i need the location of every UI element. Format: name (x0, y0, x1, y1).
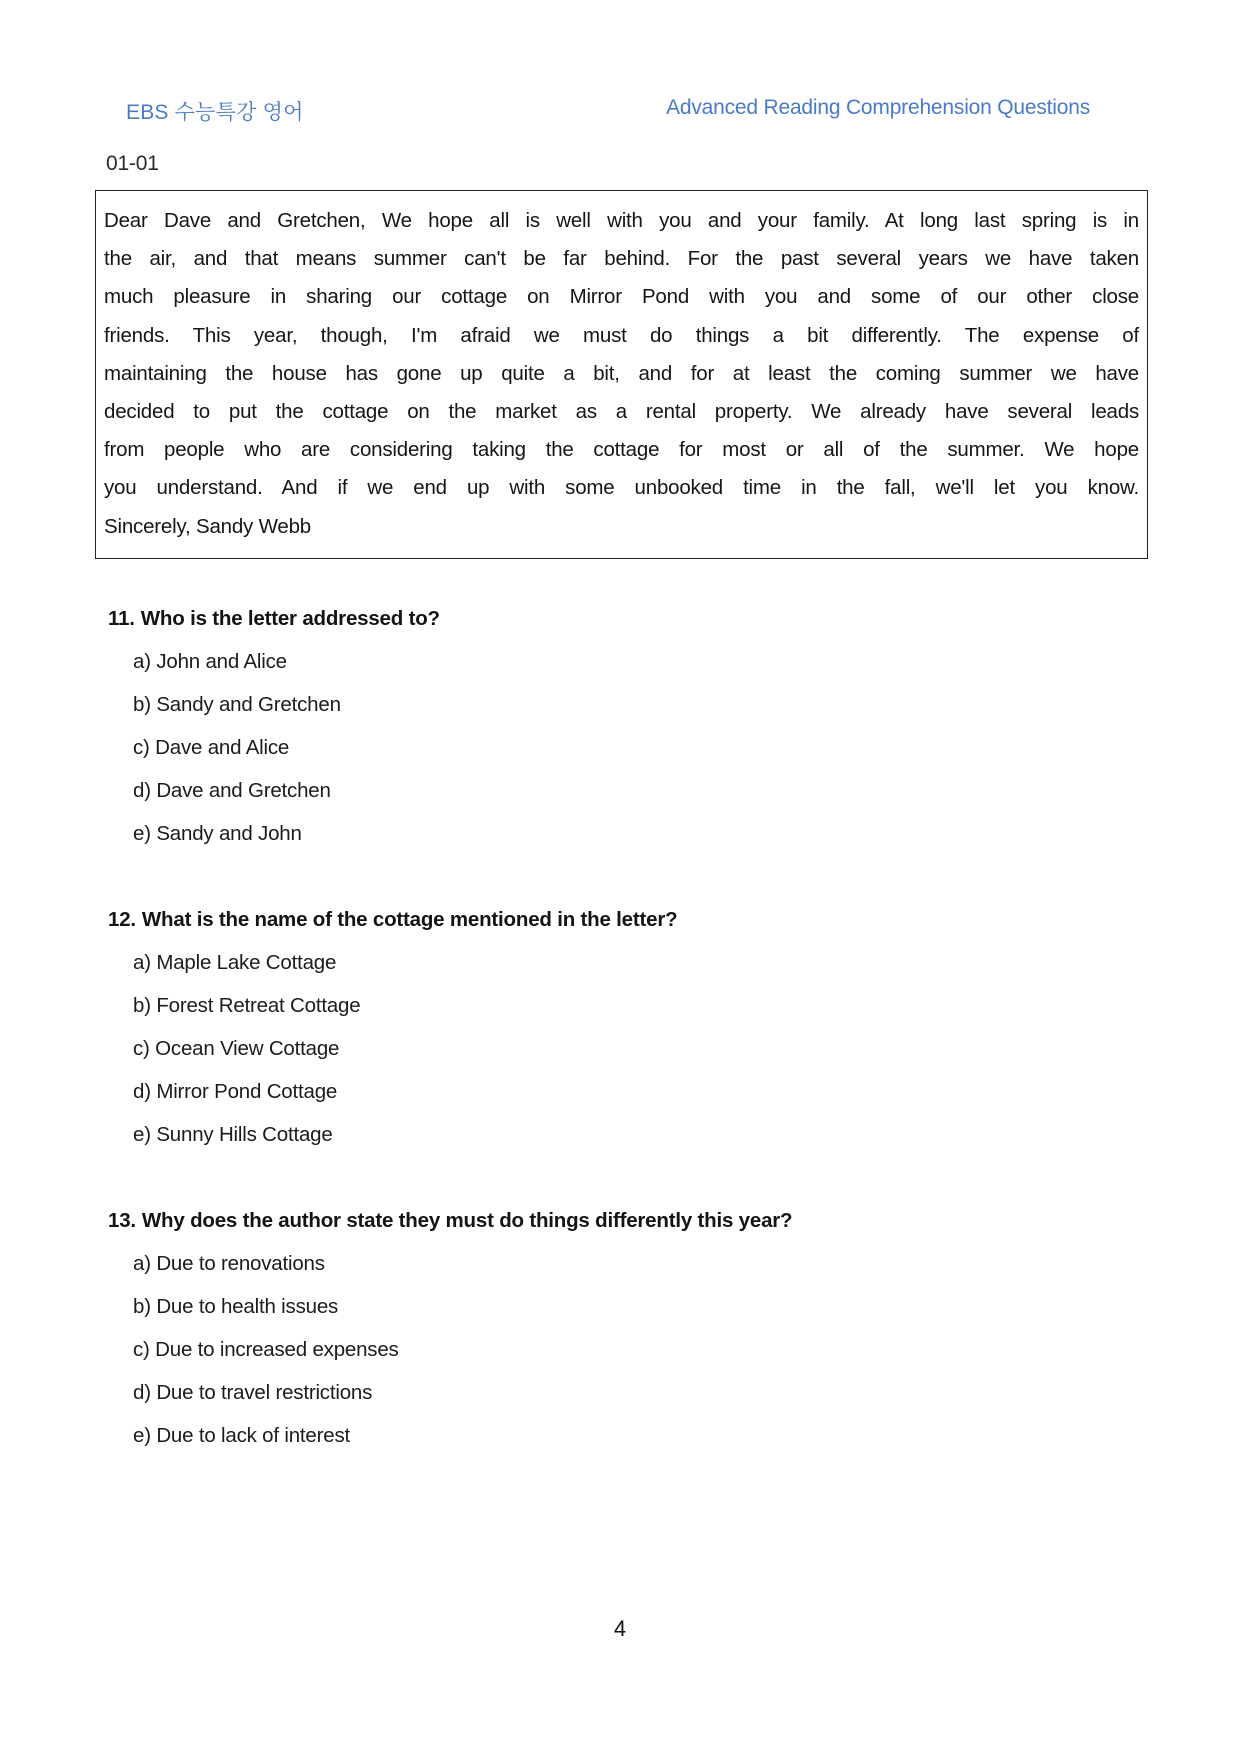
answer-option: d) Dave and Gretchen (133, 779, 331, 802)
passage-line: from people who are considering taking the cottage for most or all of the summer. We hope (104, 438, 1139, 462)
answer-option: e) Due to lack of interest (133, 1424, 350, 1447)
answer-option: e) Sandy and John (133, 822, 302, 845)
passage-line: you understand. And if we end up with some unbooked time in the fall, we'll let you know. (104, 476, 1139, 500)
answer-option: a) Due to renovations (133, 1252, 325, 1275)
option-group (108, 1242, 1144, 1457)
question-text: Why does the author state they must do things differently this year? (141, 1209, 793, 1232)
answer-option: c) Dave and Alice (133, 736, 290, 759)
answer-option: b) Sandy and Gretchen (133, 693, 341, 716)
question-heading (108, 898, 1144, 941)
section-label: 01-01 (106, 152, 159, 175)
page-number: 4 (613, 1616, 627, 1641)
option-group (108, 640, 1144, 855)
question-number: 13. (108, 1209, 136, 1232)
question-heading (108, 597, 1144, 640)
question-heading (108, 1199, 1144, 1242)
passage-line: maintaining the house has gone up quite a bit, and for at least the coming summer we have (104, 361, 1139, 385)
question-13 (108, 1199, 1144, 1457)
answer-option: a) John and Alice (133, 650, 287, 673)
answer-option: b) Forest Retreat Cottage (133, 994, 361, 1017)
question-number: 11. (108, 607, 135, 630)
answer-option: c) Ocean View Cottage (133, 1037, 340, 1060)
question-text: Who is the letter addressed to? (140, 607, 440, 630)
question-11 (108, 597, 1144, 855)
passage-box (95, 190, 1148, 559)
passage-line: much pleasure in sharing our cottage on Mirror Pond with you and some of our other close (104, 285, 1139, 309)
passage-line: the air, and that means summer can't be far behind. For the past several years we have taken (104, 247, 1139, 271)
answer-option: a) Maple Lake Cottage (133, 951, 337, 974)
question-12 (108, 898, 1144, 1156)
answer-option: b) Due to health issues (133, 1295, 339, 1318)
answer-option: e) Sunny Hills Cottage (133, 1123, 333, 1146)
option-group (108, 941, 1144, 1156)
question-list (108, 597, 1144, 1457)
question-number: 12. (108, 908, 136, 931)
passage-line: Sincerely, Sandy Webb (104, 514, 311, 538)
header-right-title: Advanced Reading Comprehension Questions (666, 96, 1090, 119)
passage-line: Dear Dave and Gretchen, We hope all is well with you and your family. At long last spring is in (104, 209, 1139, 232)
passage-line: decided to put the cottage on the market as a rental property. We already have several leads (104, 400, 1139, 424)
question-text: What is the name of the cottage mentioned in the letter? (141, 908, 678, 931)
passage-line: friends. This year, though, I'm afraid we must do things a bit differently. The expense of (104, 323, 1139, 347)
answer-option: d) Mirror Pond Cottage (133, 1080, 338, 1103)
answer-option: d) Due to travel restrictions (133, 1381, 373, 1404)
header-left-title: EBS 수능특강 영어 (126, 101, 304, 124)
answer-option: c) Due to increased expenses (133, 1338, 399, 1361)
